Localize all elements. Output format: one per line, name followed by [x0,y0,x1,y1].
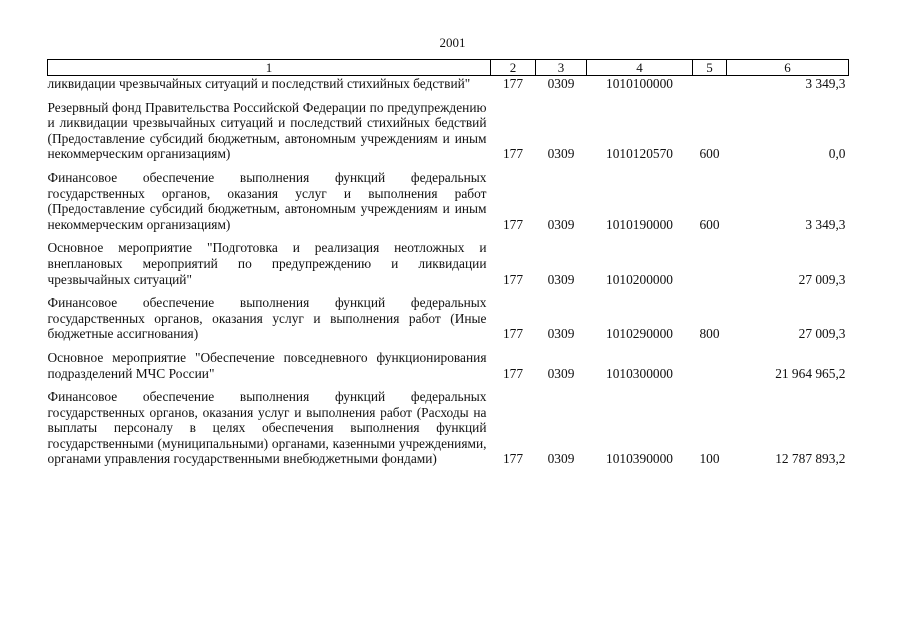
row-col3: 0309 [547,451,575,467]
column-header-5: 5 [693,60,727,76]
table-row [48,92,849,162]
row-col4: 1010200000 [606,271,673,287]
row-description: Резервный фонд Правительства Российской Федерации по предупреждению и ликвидации чрезвычайных ситуаций и последствий стихийных бедствий (Предоставление субсидий бюджетным, автономным учреждениям и иным некоммерческим организациям) [47,99,487,162]
column-header-1: 1 [48,60,491,76]
row-col4: 1010390000 [606,451,673,467]
row-description: Основное мероприятие "Обеспечение повседневного функционирования подразделений МЧС России" [47,349,487,381]
table-row [48,287,849,342]
row-col5 [693,342,727,381]
table-row [48,232,849,287]
row-col4: 1010120570 [606,146,673,162]
table-row [48,342,849,381]
row-description: Финансовое обеспечение выполнения функций федеральных государственных органов, оказания услуг и выполнения работ (Расходы на выплаты персоналу в целях обеспечения выполнения функций государственными (муниципальными) органами, казенными учреждениями, органами управления государственными внебюджетными фондами) [47,389,487,467]
row-col5: 600 [699,146,720,162]
row-col4: 1010290000 [606,326,673,342]
row-col2: 177 [502,216,524,232]
row-description: Основное мероприятие "Подготовка и реализация неотложных и внеплановых мероприятий по предупреждению и ликвидации чрезвычайных ситуаций" [47,240,487,287]
row-col3: 0309 [547,216,575,232]
table-row [48,76,849,92]
row-col3: 0309 [547,326,575,342]
row-col5: 100 [699,451,720,467]
budget-table [47,59,849,467]
row-amount: 12 787 893,2 [775,451,846,467]
row-col3: 0309 [547,271,575,287]
column-header-3: 3 [536,60,587,76]
table-header-row [48,60,849,76]
row-col3: 0309 [547,76,575,91]
row-col4: 1010100000 [606,76,673,91]
row-amount: 27 009,3 [798,271,846,287]
table-row [48,162,849,232]
row-col3: 0309 [547,365,575,381]
row-col4: 1010190000 [606,216,673,232]
table-row [48,381,849,467]
row-col2: 177 [502,451,524,467]
row-description: Финансовое обеспечение выполнения функций федеральных государственных органов, оказания услуг и выполнения работ (Предоставление субсидий бюджетным, автономным учреждениям и иным некоммерческим организациям) [47,169,487,232]
row-col5 [693,76,727,92]
row-col2: 177 [502,271,524,287]
row-col5 [693,232,727,287]
row-amount: 27 009,3 [798,326,846,342]
column-header-2: 2 [491,60,536,76]
row-col2: 177 [502,76,524,91]
row-col5: 800 [699,326,720,342]
row-col3: 0309 [547,146,575,162]
column-header-6: 6 [727,60,849,76]
row-amount: 0,0 [828,146,846,162]
row-amount: 3 349,3 [805,216,846,232]
row-col2: 177 [502,326,524,342]
row-col2: 177 [502,146,524,162]
row-col4: 1010300000 [606,365,673,381]
column-header-4: 4 [587,60,693,76]
row-description: Финансовое обеспечение выполнения функций федеральных государственных органов, оказания услуг и выполнения работ (Иные бюджетные ассигнования) [47,295,487,342]
row-amount: 21 964 965,2 [775,365,846,381]
row-col2: 177 [502,365,524,381]
row-col5: 600 [699,216,720,232]
page-number: 2001 [439,35,466,50]
row-description: ликвидации чрезвычайных ситуаций и последствий стихийных бедствий" [47,76,471,91]
row-amount: 3 349,3 [805,76,846,91]
